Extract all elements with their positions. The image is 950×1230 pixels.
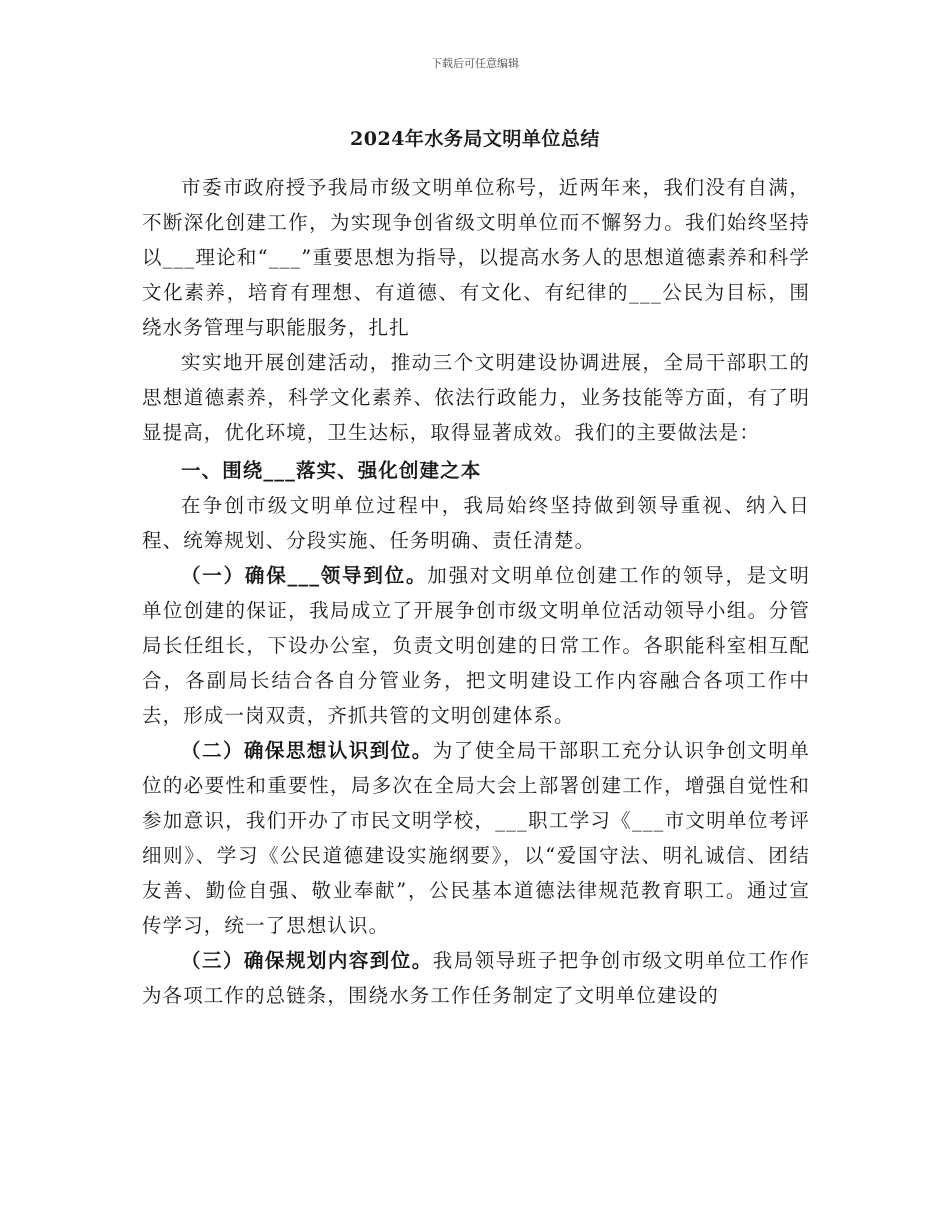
paragraph-text: 我局领导班子把争创市级文明单位工作作为各项工作的总链条，围绕水务工作任务制定了文明单位建设的 — [142, 949, 810, 1007]
subsection-lead: （一）确保___领导到位。 — [181, 564, 428, 587]
paragraph-text: 在争创市级文明单位过程中，我局始终坚持做到领导重视、纳入日程、统筹规划、分段实施、任务明确、责任清楚。 — [142, 494, 810, 552]
paragraph-text: 加强对文明单位创建工作的领导，是文明单位创建的保证，我局成立了开展争创市级文明单位活动领导小组。分管局长任组长，下设办公室，负责文明创建的日常工作。各职能科室相互配合，各副局长结合各自分管业务，把文明建设工作内容融合各项工作中去，形成一岗双责，齐抓共管的文明创建体系。 — [142, 564, 810, 727]
paragraph-section-1-intro — [142, 488, 810, 558]
paragraph-subsection-3 — [142, 943, 810, 1013]
subsection-lead: （二）确保思想认识到位。 — [181, 739, 433, 762]
document-body — [142, 170, 810, 1013]
paragraph-text: 为了使全局干部职工充分认识争创文明单位的必要性和重要性，局多次在全局大会上部署创建工作，增强自觉性和参加意识，我们开办了市民文明学校，___职工学习《___市文明单位考评细则》、学习《公民道德建设实施纲要》，以“爱国守法、明礼诚信、团结友善、勤俭自强、敬业奉献”，公民基本道德法律规范教育职工。通过宣传学习，统一了思想认识。 — [142, 739, 810, 937]
paragraph-text: 市委市政府授予我局市级文明单位称号，近两年来，我们没有自满，不断深化创建工作，为实现争创省级文明单位而不懈努力。我们始终坚持以___理论和“___”重要思想为指导，以提高水务人的思想道德素养和科学文化素养，培育有理想、有道德、有文化、有纪律的___公民为目标，围绕水务管理与职能服务，扎扎 — [142, 176, 810, 339]
page-header-note: 下载后可任意编辑 — [431, 57, 519, 70]
paragraph-subsection-1 — [142, 558, 810, 733]
subsection-lead: （三）确保规划内容到位。 — [181, 949, 433, 972]
section-heading-1 — [142, 453, 810, 488]
paragraph-subsection-2 — [142, 733, 810, 943]
section-heading-text: 一、围绕___落实、强化创建之本 — [181, 459, 482, 482]
paragraph-achievements — [142, 345, 810, 450]
paragraph-text: 实实地开展创建活动，推动三个文明建设协调进展，全局干部职工的思想道德素养，科学文化素养、依法行政能力，业务技能等方面，有了明显提高，优化环境，卫生达标，取得显著成效。我们的主要做法是： — [142, 351, 810, 444]
paragraph-intro — [142, 170, 810, 345]
document-title: 2024年水务局文明单位总结 — [350, 128, 600, 150]
